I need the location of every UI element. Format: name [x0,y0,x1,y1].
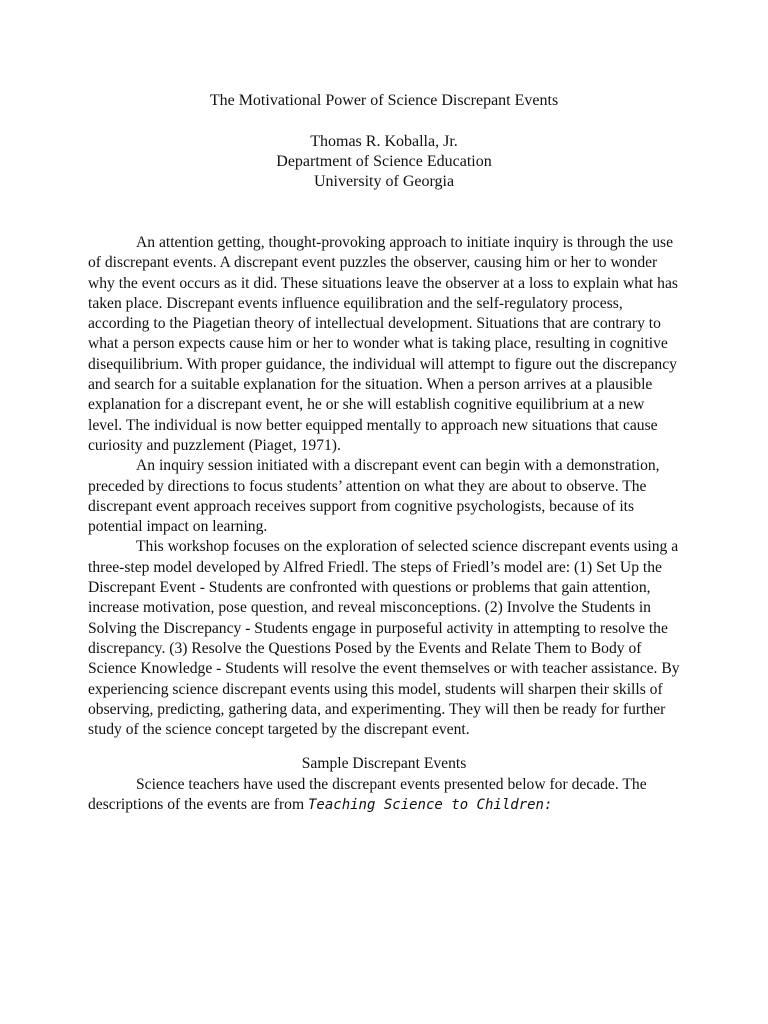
paragraph-inquiry: An inquiry session initiated with a discrepant event can begin with a demonstration, preceded by directions to focus students’ attention on what they are about to observe. The discrepant event approach receives support from cognitive psychologists, because of its potential impact on learning. [88,457,660,536]
author-block [0,132,768,192]
author-name: Thomas R. Koballa, Jr. [310,133,458,150]
paragraph-workshop: This workshop focuses on the exploration of selected science discrepant events using a three-step model developed by Alfred Friedl. The steps of Friedl’s model are: (1) Set Up the Discrepant Event - Students are confronted with questions or problems that gain attention, increase motivation, pose question, and reveal misconceptions. (2) Involve the Students in Solving the Discrepancy - Students engage in purposeful activity in attempting to resolve the discrepancy. (3) Resolve the Questions Posed by the Events and Relate Them to Body of Science Knowledge - Students will resolve the event themselves or with teacher assistance. By experiencing science discrepant events using this model, students will sharpen their skills of observing, predicting, gathering data, and experimenting. They will then be ready for further study of the science concept targeted by the discrepant event. [88,538,680,739]
section-heading: Sample Discrepant Events [301,755,467,773]
document-body [88,233,680,815]
document-title: The Motivational Power of Science Discrepant Events [209,92,559,109]
paragraph-sample-events [88,775,680,816]
paragraph-intro: An attention getting, thought-provoking approach to initiate inquiry is through the use of discrepant events. A discrepant event puzzles the observer, causing him or her to wonder why the event occurs as it did. These situations leave the observer at a loss to explain what has taken place. Discrepant events influence equilibration and the self-regulatory process, according to the Piagetian theory of intellectual development. Situations that are contrary to what a person expects cause him or her to wonder what is taking place, resulting in cognitive disequilibrium. With proper guidance, the individual will attempt to figure out the discrepancy and search for a suitable explanation for the situation. When a person arrives at a plausible explanation for a discrepant event, he or she will establish cognitive equilibrium at a new level. The individual is now better equipped mentally to approach new situations that cause curiosity and puzzlement (Piaget, 1971). [88,234,678,454]
sample-events-text: Science teachers have used the discrepant events presented below for decade. The descriptions of the events are from [88,775,647,814]
book-title-italic: Teaching Science to Children: [307,797,553,814]
author-institution: University of Georgia [313,173,455,190]
author-department: Department of Science Education [276,153,492,170]
